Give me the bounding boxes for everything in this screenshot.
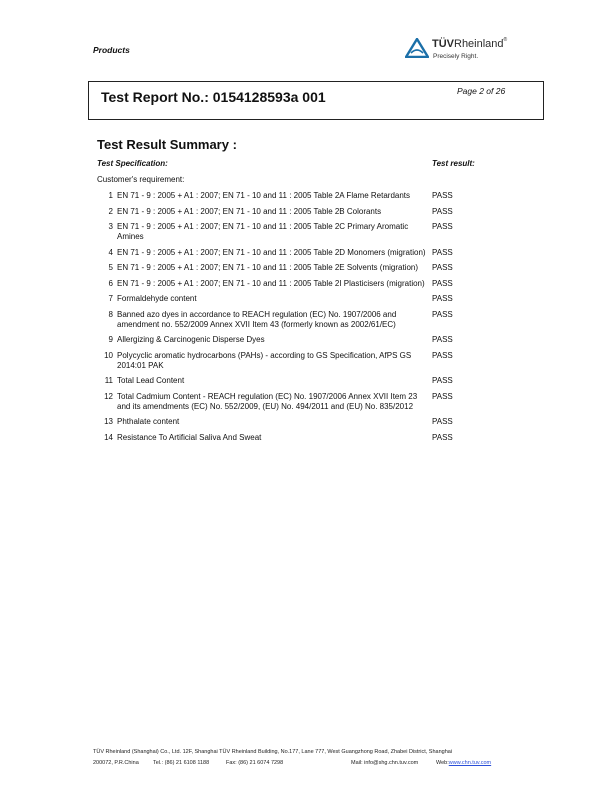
item-result: PASS [432,191,453,200]
item-result: PASS [432,391,453,401]
item-number: 12 [104,391,113,401]
footer-web-link[interactable]: www.chn.tuv.com [448,759,492,766]
item-number: 3 [108,222,113,231]
item-specification: EN 71 - 9 : 2005 + A1 : 2007; EN 71 - 10 and 11 : 2005 Table 2D Monomers (migration) [117,247,426,257]
result-row [97,248,497,258]
item-specification: Polycyclic aromatic hydrocarbons (PAHs) - according to GS Specification, AfPS GS 2014:01 PAK [117,350,412,370]
item-specification: Total Lead Content [117,376,185,385]
item-specification: Allergizing & Carcinogenic Disperse Dyes [117,335,265,344]
item-specification: EN 71 - 9 : 2005 + A1 : 2007; EN 71 - 10 and 11 : 2005 Table 2C Primary Aromatic Amines [117,222,409,241]
item-number: 2 [108,206,113,216]
tuv-triangle-logo-icon [405,38,429,58]
result-row [97,310,497,330]
item-number: 7 [108,294,113,303]
result-row [97,263,497,273]
item-specification: EN 71 - 9 : 2005 + A1 : 2007; EN 71 - 10 and 11 : 2005 Table 2E Solvents (migration) [117,263,419,272]
item-number: 11 [104,376,113,385]
result-row [97,207,497,217]
results-list [97,191,497,448]
section-label: Products [93,45,130,55]
item-result: PASS [432,278,453,288]
footer-tel: Tel.: (86) 21 6108 1188 [153,759,210,766]
item-specification: EN 71 - 9 : 2005 + A1 : 2007; EN 71 - 10 and 11 : 2005 Table 2I Plasticisers (migration) [117,278,425,288]
result-row [97,417,497,427]
summary-title: Test Result Summary : [97,137,237,152]
footer-address: TÜV Rheinland (Shanghai) Co., Ltd. 12F, Shanghai TÜV Rheinland Building, No.177, Lane 777, West Guangzhong Road, Zhabei District, Shanghai [93,749,453,755]
footer [93,747,523,768]
result-row [97,351,497,371]
item-result: PASS [432,294,453,303]
report-number: Test Report No.: 0154128593a 001 [101,89,326,105]
result-row [97,392,497,412]
result-row [97,191,497,201]
item-result: PASS [432,222,453,231]
result-row [97,376,497,386]
item-specification: Banned azo dyes in accordance to REACH regulation (EC) No. 1907/2006 and amendment no. 552/2009 Annex XVII Item 43 (formerly known as 2002/61/EC) [117,309,397,329]
item-specification: EN 71 - 9 : 2005 + A1 : 2007; EN 71 - 10 and 11 : 2005 Table 2A Flame Retardants [117,191,411,200]
page-number: Page 2 of 26 [457,86,506,96]
footer-fax: Fax: (86) 21 6074 7298 [226,759,284,766]
item-number: 9 [108,335,113,344]
result-row [97,279,497,289]
item-result: PASS [432,376,453,385]
item-result: PASS [432,335,453,344]
result-row [97,335,497,345]
item-specification: Total Cadmium Content - REACH regulation (EC) No. 1907/2006 Annex XVII Item 23 and its amendments (EC) No. 552/2009, (EU) No. 494/2011 and (EU) No. 835/2012 [117,391,418,411]
item-specification: Formaldehyde content [117,294,197,303]
item-specification: Resistance To Artificial Saliva And Sweat [117,432,262,442]
item-number: 5 [108,263,113,272]
item-result: PASS [432,417,453,426]
footer-mail: Mail: info@shg.chn.tuv.com [351,759,419,766]
logo-brand: TÜVRheinland® [432,37,508,50]
footer-postcode: 200072, P.R.China [93,759,139,766]
result-row [97,294,497,304]
customer-requirement-label: Customer's requirement: [97,175,185,184]
item-result: PASS [432,432,453,442]
result-row [97,222,497,242]
item-number: 6 [108,278,113,288]
item-result: PASS [432,309,453,319]
item-number: 14 [104,432,113,442]
logo-tagline: Precisely Right. [433,53,479,60]
item-result: PASS [432,350,453,360]
item-number: 13 [104,417,113,426]
result-row [97,433,497,443]
tuv-rheinland-logo [405,36,535,68]
item-result: PASS [432,206,453,216]
item-result: PASS [432,263,453,272]
item-specification: EN 71 - 9 : 2005 + A1 : 2007; EN 71 - 10 and 11 : 2005 Table 2B Colorants [117,206,382,216]
item-number: 10 [104,350,113,360]
item-result: PASS [432,247,453,257]
item-specification: Phthalate content [117,417,180,426]
item-number: 4 [108,247,113,257]
result-column-header: Test result: [432,159,475,168]
item-number: 1 [108,191,113,200]
footer-web: Web:www.chn.tuv.com [436,759,492,766]
spec-column-header: Test Specification: [97,159,168,168]
item-number: 8 [108,309,113,319]
